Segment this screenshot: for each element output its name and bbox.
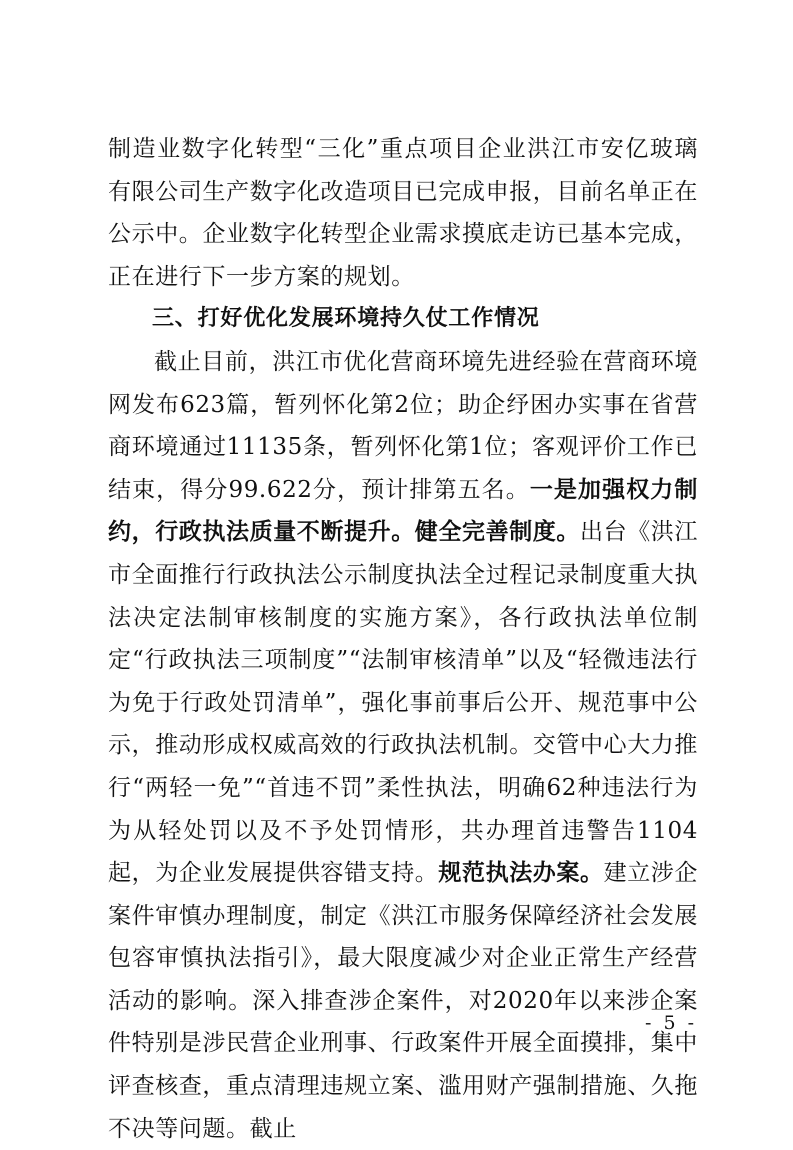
page-number: - 5 - <box>644 1012 697 1034</box>
document-body <box>108 128 698 1150</box>
paragraph-business-environment <box>108 341 698 1150</box>
paragraph-text-run: 建立涉企案件审慎办理制度，制定《洪江市服务保障经济社会发展包容审慎执法指引》，最大限度减少对企业正常生产经营活动的影响。深入排查涉企案件，对2020年以来涉企案件特别是涉民营企业刑事、行政案件开展全面摸排，集中评查核查，重点清理违规立案、滥用财产强制措施、久拖不决等问题。截止 <box>108 860 699 1142</box>
section-heading: 三、打好优化发展环境持久仗工作情况 <box>152 306 540 332</box>
bold-subheading-run: 规范执法办案。 <box>438 859 604 887</box>
paragraph-text-run: 截止目前，洪江市优化营商环境先进经验在营商环境网发布623篇，暂列怀化第2位；助企纾困办实事在省营商环境通过11135条，暂列怀化第1位；客观评价工作已结束，得分99.622分，预计排第五名。 <box>108 348 698 503</box>
bold-subheading-run: 一是加强权力制约，行政执法质量不断提升。健全完善制度。 <box>108 475 698 546</box>
paragraph-text-run: 出台《洪江市全面推行行政执法公示制度执法全过程记录制度重大执法决定法制审核制度的实施方案》，各行政执法单位制定“行政执法三项制度”“法制审核清单”以及“轻微违法行为免于行政处罚清单”，强化事前事后公开、规范事中公示，推动形成权威高效的行政执法机制。交管中心大力推行“两轻一免”“首违不罚”柔性执法，明确62种违法行为为从轻处罚以及不予处罚情形，共办理首违警告1104起，为企业发展提供容错支持。 <box>108 519 698 887</box>
paragraph-digital-transformation: 制造业数字化转型“三化”重点项目企业洪江市安亿玻璃有限公司生产数字化改造项目已完成申报，目前名单正在公示中。企业数字化转型企业需求摸底走访已基本完成，正在进行下一步方案的规划。 <box>108 136 698 290</box>
